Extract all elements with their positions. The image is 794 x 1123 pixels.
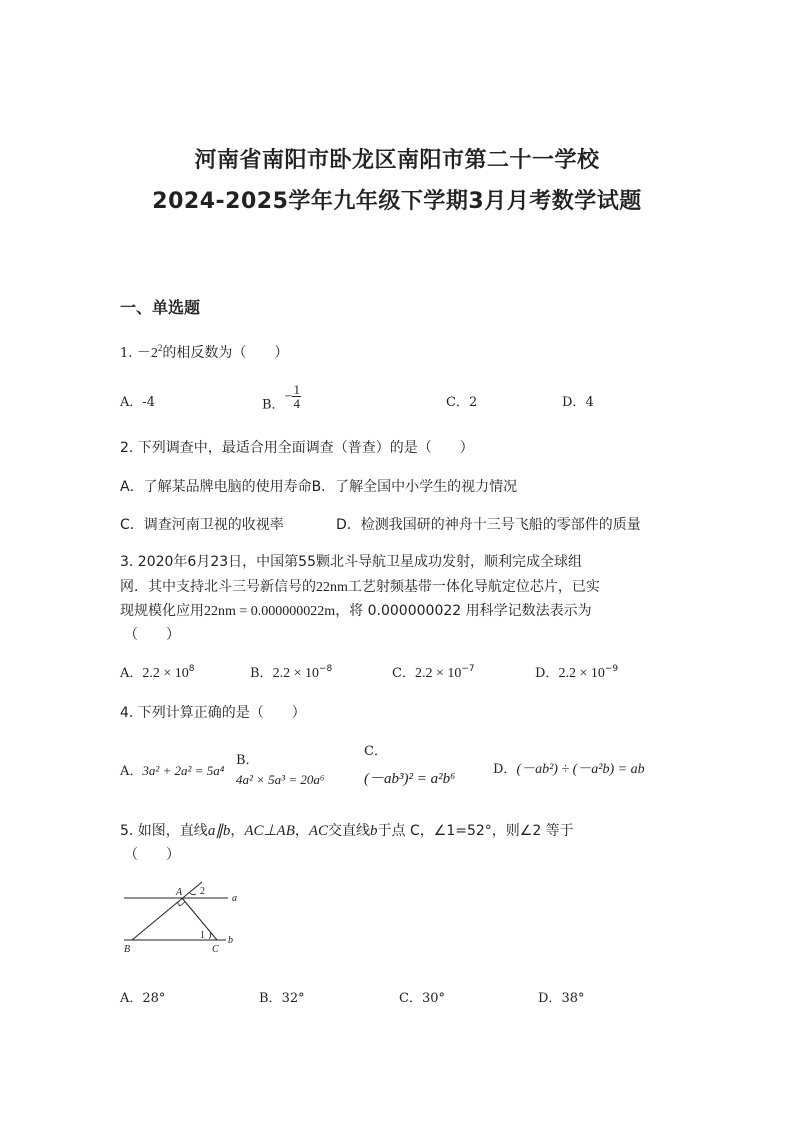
option-base: 2.2 × 10 [414, 666, 462, 681]
q1-expression [136, 343, 163, 361]
option-value: -4 [142, 395, 156, 410]
question-1 [120, 342, 288, 362]
option-label: B． [236, 753, 259, 768]
option-label: B． [250, 666, 273, 681]
option-base: 2.2 × 10 [558, 666, 605, 681]
option-label: C． [392, 666, 415, 681]
option-label: C． [364, 744, 387, 759]
line-ab-extended [132, 882, 202, 940]
option-label: A． [120, 666, 143, 681]
label-2: 2 [200, 886, 205, 897]
option-base: 2.2 × 10 [142, 666, 189, 681]
q5-option-a[interactable] [120, 987, 165, 1006]
label-b: b [228, 935, 233, 946]
q5-math: AC⊥AB [244, 823, 295, 839]
angle-1-arc [209, 933, 211, 939]
q5-option-c[interactable] [399, 987, 445, 1006]
q4-option-b[interactable] [236, 749, 324, 788]
q5-option-b[interactable] [259, 987, 305, 1006]
question-3-line-4: （ ） [124, 627, 180, 643]
q3-text: 网．其中支持北斗三号新信号的 [120, 579, 316, 595]
label-B: B [124, 944, 131, 955]
q2-option-a-b[interactable]: A．了解某品牌电脑的使用寿命B．了解全国中小学生的视力情况 [120, 479, 518, 495]
option-expression: (－ab³)² = a²b⁶ [364, 771, 456, 787]
option-value: 30° [421, 991, 445, 1006]
label-A: A [176, 887, 183, 898]
option-label: D． [493, 762, 517, 777]
option-expression: 4a² × 5a³ = 20a⁶ [236, 772, 325, 787]
option-label: D． [562, 395, 586, 410]
q5-text: ， [230, 823, 245, 839]
q1-text: 的相反数为（ ） [162, 345, 289, 361]
q3-option-c[interactable] [392, 662, 475, 682]
option-value: 2 [468, 395, 478, 410]
option-exp: −7 [461, 664, 475, 674]
q5-text: 5. 如图，直线 [120, 823, 208, 839]
label-a: a [232, 893, 237, 904]
option-value: 4 [585, 395, 594, 410]
q3-text: 工艺射频基带一体化导航定位芯片，已实 [347, 579, 600, 595]
fraction-numerator: 1 [293, 382, 300, 397]
question-2: 2. 下列调查中，最适合用全面调查（普查）的是（ ） [120, 440, 474, 456]
option-label: C． [446, 395, 469, 410]
q5-text: 于点 C，∠1=52°，则∠2 等于 [377, 823, 574, 839]
option-label: B． [262, 397, 285, 413]
q3-math: 22nm [316, 580, 348, 595]
title-line-1: 河南省南阳市卧龙区南阳市第二十一学校 [194, 148, 600, 173]
q4-option-a[interactable] [120, 760, 224, 779]
q2-option-c[interactable]: C．调查河南卫视的收视率 [120, 517, 284, 533]
option-label: C． [399, 991, 422, 1006]
question-5-line-2: （ ） [124, 847, 180, 863]
q3-math: 22nm = 0.000000022m [204, 604, 336, 619]
fraction-denominator: 4 [293, 396, 300, 411]
option-expression: (－ab²) ÷ (－a²b) = ab [516, 762, 645, 777]
question-3-line-2 [120, 576, 600, 596]
option-base: 2.2 × 10 [272, 666, 319, 681]
question-5-line-1 [120, 820, 574, 840]
q1-number: 1. [120, 346, 133, 361]
option-label: D． [535, 666, 559, 681]
q1-option-b[interactable] [262, 383, 301, 413]
label-C: C [212, 944, 219, 955]
question-4: 4. 下列计算正确的是（ ） [120, 705, 306, 721]
q1-option-c[interactable] [446, 391, 477, 410]
option-label: A． [120, 991, 143, 1006]
q5-math: a∥b [207, 823, 231, 839]
q4-option-c[interactable] [364, 740, 455, 788]
q5-math: b [370, 823, 378, 839]
option-exp: −9 [604, 664, 619, 674]
q2-option-d[interactable]: D．检测我国研的神舟十三号飞船的零部件的质量 [336, 517, 641, 533]
question-3-line-1: 3. 2020年6月23日，中国第55颗北斗导航卫星成功发射，顺利完成全球组 [120, 554, 582, 570]
q1-expr-exp: 2 [157, 343, 163, 353]
q3-text: 现规模化应用 [120, 603, 204, 619]
option-value: 28° [142, 991, 166, 1006]
angle-2-arc [190, 893, 196, 895]
section-heading: 一、单选题 [120, 298, 201, 317]
q4-option-d[interactable] [493, 758, 645, 778]
q5-option-d[interactable] [538, 987, 584, 1006]
q3-option-d[interactable] [535, 662, 618, 682]
q3-text: ，将 0.000000022 用科学记数法表示为 [335, 603, 592, 619]
option-label: A． [120, 764, 143, 779]
q1-option-a[interactable] [120, 391, 155, 410]
option-exp: −8 [318, 664, 333, 674]
question-3-line-3 [120, 600, 592, 620]
q5-figure [116, 880, 256, 960]
q3-option-a[interactable] [120, 662, 195, 682]
label-1: 1 [200, 930, 205, 941]
option-label: B． [259, 991, 282, 1006]
option-exp: 8 [188, 664, 195, 674]
option-label: A． [120, 395, 143, 410]
option-expression: 3a² + 2a² = 5a⁴ [142, 763, 225, 778]
q1-expr-base: －2 [136, 346, 158, 361]
q5-math: AC [308, 823, 329, 839]
q3-option-b[interactable] [250, 662, 332, 682]
q1-option-d[interactable] [562, 391, 594, 410]
option-label: D． [538, 991, 562, 1006]
right-angle-mark [177, 902, 185, 906]
option-value: 32° [281, 991, 305, 1006]
q5-text: 交直线 [328, 823, 371, 839]
option-sign: − [284, 389, 293, 405]
q5-text: ， [294, 823, 309, 839]
title-line-2: 2024-2025学年九年级下学期3月月考数学试题 [152, 189, 642, 214]
fraction [292, 383, 301, 410]
option-value: 38° [561, 991, 585, 1006]
